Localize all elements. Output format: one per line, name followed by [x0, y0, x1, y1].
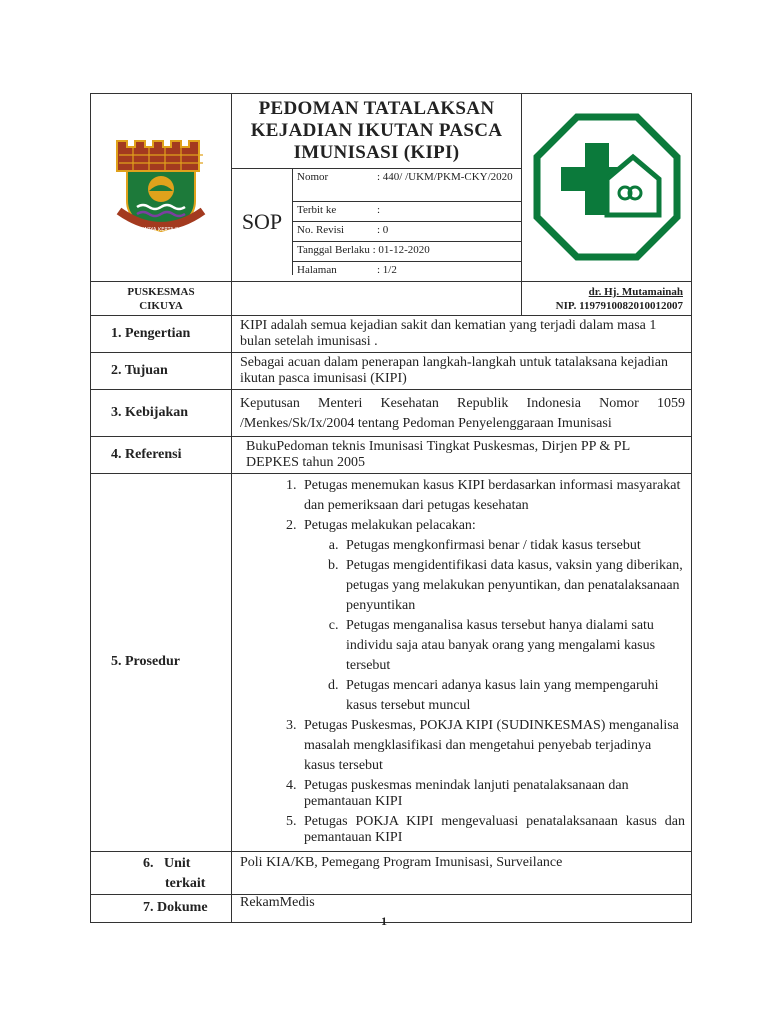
list-item: b. Petugas mengidentifikasi data kasus, vaksin yang diberikan, petugas yang melakukan penyuntikan, dan penatalaksanaan penyuntikan [342, 556, 685, 616]
meta-terbit: Terbit ke : [293, 201, 521, 221]
list-item: a. Petugas mengkonfirmasi benar / tidak kasus tersebut [342, 536, 685, 556]
head-cell [522, 281, 692, 315]
logo-right-cell [522, 94, 692, 282]
meta-halaman: Halaman : 1/2 [297, 263, 397, 276]
label-unit: 6. Unit terkait [91, 851, 232, 894]
logo-left-cell [91, 94, 232, 282]
prosedur-cell [232, 473, 692, 851]
org-name-line1: PUSKESMAS [127, 285, 195, 298]
sop-document [90, 93, 691, 923]
list-item: 1. Petugas menemukan kasus KIPI berdasarkan informasi masyarakat dan pemeriksaan dari petugas kesehatan [300, 476, 685, 516]
sop-table [90, 93, 692, 923]
page-number: 1 [381, 914, 387, 928]
prosedur-substeps [304, 536, 685, 716]
label-pengertian: 1. Pengertian [91, 315, 232, 352]
document-title: PEDOMAN TATALAKSAN KEJADIAN IKUTAN PASCA IMUNISASI (KIPI) [250, 98, 503, 163]
sop-label: SOP [232, 169, 293, 275]
label-referensi: 4. Referensi [91, 436, 232, 473]
list-item: c. Petugas menganalisa kasus tersebut hanya dialami satu individu saja atau banyak orang yang mengalami kasus tersebut [342, 616, 685, 676]
meta-tanggal: Tanggal Berlaku : 01-12-2020 [293, 241, 521, 261]
label-tujuan: 2. Tujuan [91, 352, 232, 389]
meta-nomor: Nomor : 440/ /UKM/PKM-CKY/2020 [293, 169, 521, 201]
document-meta [293, 169, 521, 281]
list-item: 4. Petugas puskesmas menindak lanjuti penatalaksanaan dan pemantauan KIPI [300, 776, 685, 810]
puskesmas-emblem [533, 113, 681, 261]
logo-motto: BATIK KARYA KERTA RAHARJA [124, 227, 198, 234]
regency-crest-logo [113, 137, 209, 237]
meta-revisi: No. Revisi : 0 [293, 221, 521, 241]
text-tujuan: Sebagai acuan dalam penerapan langkah-langkah untuk tatalaksana kejadian ikutan pasca imunisasi (KIPI) [232, 352, 692, 389]
label-prosedur: 5. Prosedur [91, 473, 232, 851]
text-unit: Poli KIA/KB, Pemegang Program Imunisasi, Surveilance [232, 851, 692, 894]
text-dokumen: RekamMedis [232, 894, 692, 922]
label-dokumen: 7. Dokume [91, 894, 232, 922]
text-kebijakan: Keputusan Menteri Kesehatan Republik Indonesia Nomor 1059 /Menkes/Sk/Ix/2004 tentang Pedoman Penyelenggaraan Imunisasi [232, 389, 692, 436]
text-referensi: BukuPedoman teknis Imunisasi Tingkat Puskesmas, Dirjen PP & PL DEPKES tahun 2005 [232, 436, 692, 473]
list-item: 3. Petugas Puskesmas, POKJA KIPI (SUDINKESMAS) menganalisa masalah mengklasifikasi dan mengetahui penyebab terjadinya kasus tersebut [300, 716, 685, 776]
org-cell [91, 281, 232, 315]
prosedur-steps [232, 476, 685, 846]
list-item: d. Petugas mencari adanya kasus lain yang mempengaruhi kasus tersebut muncul [342, 676, 685, 716]
text-pengertian: KIPI adalah semua kejadian sakit dan kematian yang terjadi dalam masa 1 bulan setelah imunisasi . [232, 315, 692, 352]
list-item: 2. Petugas melakukan pelacakan: a. Petugas mengkonfirmasi benar / tidak kasus tersebut b. Petugas mengidentifikasi data kasus, vaksin yang diberikan, petugas yang melakukan penyuntikan, dan penatalaksanaan penyuntikan c. Petugas menganalisa kasus tersebut hanya dialami satu individu saja atau banyak orang yang mengalami kasus tersebut d. Petugas mencari adanya kasus lain yang mempengaruhi kasus tersebut muncul [300, 516, 685, 716]
title-cell [232, 94, 522, 282]
list-item: 5. Petugas POKJA KIPI mengevaluasi penatalaksanaan kasus dan pemantauan KIPI [300, 810, 685, 846]
org-empty-cell [232, 281, 522, 315]
head-nip: NIP. 1197910082010012007 [555, 299, 683, 312]
label-kebijakan: 3. Kebijakan [91, 389, 232, 436]
org-name-line2: CIKUYA [139, 299, 183, 312]
head-name: dr. Hj. Mutamainah [588, 285, 683, 298]
